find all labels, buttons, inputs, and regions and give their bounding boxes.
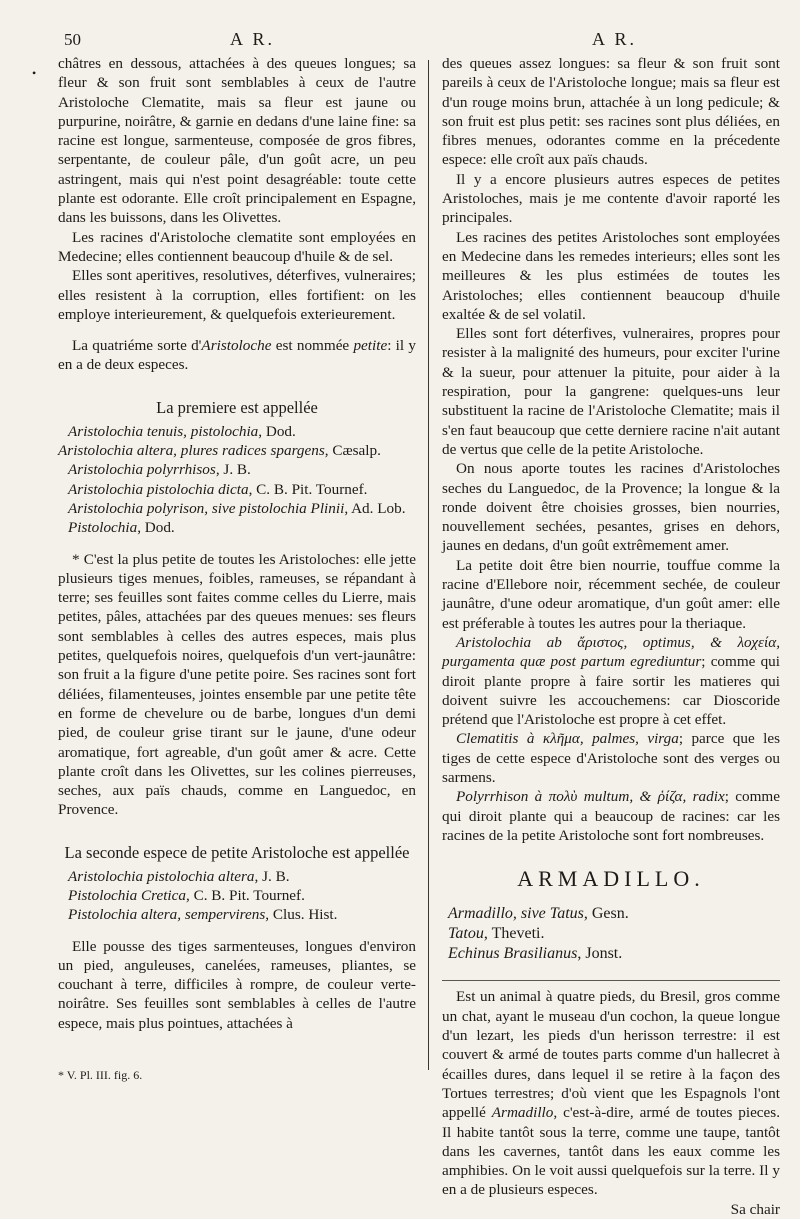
synonym-entry: Aristolochia polyrrhisos, J. B. [68, 461, 251, 479]
footnote: * V. Pl. III. fig. 6. [58, 1068, 143, 1082]
paragraph: On nous aporte toutes les racines d'Aristoloches seches du Languedoc, de la Provence; la longue & la ronde doivent être choisies grosses, bien nourries, nouvellement sechées, pesantes, grises en dehors, jaunes en dedans, d'un goût extrêmement amer. [442, 460, 780, 555]
synonym-entry: Armadillo, sive Tatus, Gesn. [448, 905, 629, 923]
etymology-entry: Aristolochia ab ἄριστος, optimus, & λοχεία, purgamenta quæ post partum egrediuntur; comme qui diroit plante propre à faire sortir les matieres qui doivent suivre les accouchemens: car Dioscoride prétend que l'Aristoloche est propre à cet effet. [442, 633, 780, 729]
synonym-entry: Aristolochia polyrison, sive pistolochia Plinii, Ad. Lob. [68, 499, 406, 517]
right-column [442, 0, 780, 1219]
running-head-right: A R. [592, 29, 638, 49]
paragraph: des queues assez longues: sa fleur & son fruit sont pareils à ceux de l'Aristoloche longue; mais sa fleur est d'un rouge moins brun, attachée à un long pedicule; & son fruit est plus petit: ses racines sont plus déliées, en fibres menues, odorantes comme en la précedente espece: elle croît aux païs chauds. [442, 55, 780, 169]
margin-bullet: • [32, 66, 37, 80]
etymology-entry: Polyrrhison à πολὺ multum, & ῥίζα, radix; comme qui diroit plante qui a beaucoup de racines: car les racines de la petite Aristoloche sont fort nombreuses. [442, 788, 780, 844]
paragraph: châtres en dessous, attachées à des queues longues; sa fleur & son fruit sont semblables à ceux de l'autre Aristoloche Clematite, mais sa fleur est jaune ou purpurine, noirâtre, & garnie en dedans d'une laine fine: sa racine est longue, sarmenteuse, composée de gros fibres, serpentante, de couleur pâle, d'un goût acre, un peu astringent, mais qui n'est point desagréable: toute cette plante est odorante. Elle croît principalement en Espagne, dans les buissons, dans les Olivettes. [58, 55, 416, 227]
left-column [32, 0, 416, 1033]
paragraph: Les racines des petites Aristoloches sont employées en Medecine dans les remedes interieurs; elles sont les meilleures & les plus estimées de toutes les Aristoloches; elles contiennent beaucoup d'huile exaltée & de sel volatil. [442, 228, 780, 323]
synonym-entry: Aristolochia pistolochia dicta, C. B. Pit. Tournef. [68, 480, 368, 498]
right-header [442, 0, 780, 54]
section-subheading: La seconde espece de petite Aristoloche est appellée [64, 842, 410, 862]
catchword: Sa chair [730, 1200, 780, 1218]
synonym-entry: Aristolochia pistolochia altera, J. B. [68, 867, 290, 885]
synonym-list [58, 867, 416, 925]
left-header [32, 0, 416, 80]
synonym-entry: Tatou, Theveti. [448, 925, 545, 943]
synonym-entry: Aristolochia altera, plures radices spargens, Cæsalp. [58, 442, 381, 460]
column-divider [428, 60, 429, 1070]
entry-heading: ARMADILLO. [517, 866, 705, 892]
synonym-list [442, 904, 780, 964]
paragraph: Les racines d'Aristoloche clematite sont employées en Medecine; elles contiennent beaucoup d'huile & de sel. [58, 228, 416, 265]
paragraph: Est un animal à quatre pieds, du Bresil, gros comme un chat, ayant le museau d'un cochon, la queue longue d'un lezart, les pieds d'un herisson terrestre: il est couvert & armé de toutes parts comme d'un hallecret à écailles dures, dans lequel il se retire à la façon des Tortues terrestres; d'où vient que les Espagnols l'ont appellé Armadillo, c'est-à-dire, armé de toutes pieces. Il habite tantôt sous la terre, comme une taupe, tantôt dans les cavernes, tantôt dans les eaux comme les amphibies. On le voit aussi quelquefois sur la terre. Il y en a de plusieurs especes. [442, 988, 780, 1199]
paragraph: Elles sont fort déterfives, vulneraires, propres pour resister à la malignité des humeurs, pour exciter l'urine & la sueur, pour attenuer la pituite, pour aider à la respiration, pour la gangrene: quelques-uns leur substituent la racine de l'Aristoloche Clematite; mais il s'en faut beaucoup que cette derniere racine n'ait autant de vertus que celle de la petite Aristoloche. [442, 325, 780, 458]
synonym-list [58, 422, 416, 538]
paragraph: La petite doit être bien nourrie, touffue comme la racine d'Ellebore noir, récemment sechée, de couleur jaunâtre, d'une odeur aromatique, d'un goût amer: elle est préferable à toutes les autres pour la theriaque. [442, 556, 780, 632]
synonym-entry: Aristolochia tenuis, pistolochia, Dod. [68, 422, 296, 440]
paragraph: La quatriéme sorte d'Aristoloche est nommée petite: il y en a de deux especes. [58, 337, 416, 374]
synonym-entry: Pistolochia, Dod. [68, 519, 175, 537]
paragraph: Elles sont aperitives, resolutives, déterfives, vulneraires; elles resistent à la corruption, elles fortifient: on les employe interieurement, & quelquefois exterieurement. [58, 267, 416, 323]
synonym-entry: Pistolochia Cretica, C. B. Pit. Tournef. [68, 886, 305, 904]
page-number: 50 [64, 30, 81, 49]
section-subheading: La premiere est appellée [156, 397, 318, 417]
paragraph: Elle pousse des tiges sarmenteuses, longues d'environ un pied, anguleuses, canelées, rameuses, pliantes, se couchant à terre, difficiles à rompre, de couleur verte-noirâtre. Ses feuilles sont semblables à celles de l'autre espece, mais plus pointues, attachées à [58, 937, 416, 1032]
divider [442, 980, 780, 981]
paragraph: * C'est la plus petite de toutes les Aristoloches: elle jette plusieurs tiges menues, foibles, rameuses, se répandant à terre; ses feuilles sont faites comme celles du Lierre, mais petites, pâles, attachées par des queues menues: ses fleurs sont semblables à celles des autres especes, mais plus petites, quelquefois noires, quelquefois d'un vert-jaunâtre: son fruit a la figure d'une petite poire. Ses racines sont fort déliées, filamenteuses, jointes ensemble par une petite tête en forme de chevelure ou de barbe, longues d'un demi pied, de couleur grise tirant sur le jaune, d'une odeur aromatique, fort agreable, d'un goût amer & acre. Cette plante croît dans les Olivettes, sur les colines pierreuses, seches, aux païs chauds, comme en Languedoc, en Provence. [58, 550, 416, 819]
paragraph: Il y a encore plusieurs autres especes de petites Aristoloches, mais je me contente d'avoir raporté les principales. [442, 170, 780, 227]
running-head-left: A R. [230, 29, 276, 49]
synonym-entry: Echinus Brasilianus, Jonst. [448, 945, 623, 963]
etymology-entry: Clematitis à κλῆμα, palmes, virga; parce que les tiges de cette espece d'Aristoloche sont des verges ou sarmens. [442, 730, 780, 786]
synonym-entry: Pistolochia altera, sempervirens, Clus. Hist. [68, 906, 338, 924]
